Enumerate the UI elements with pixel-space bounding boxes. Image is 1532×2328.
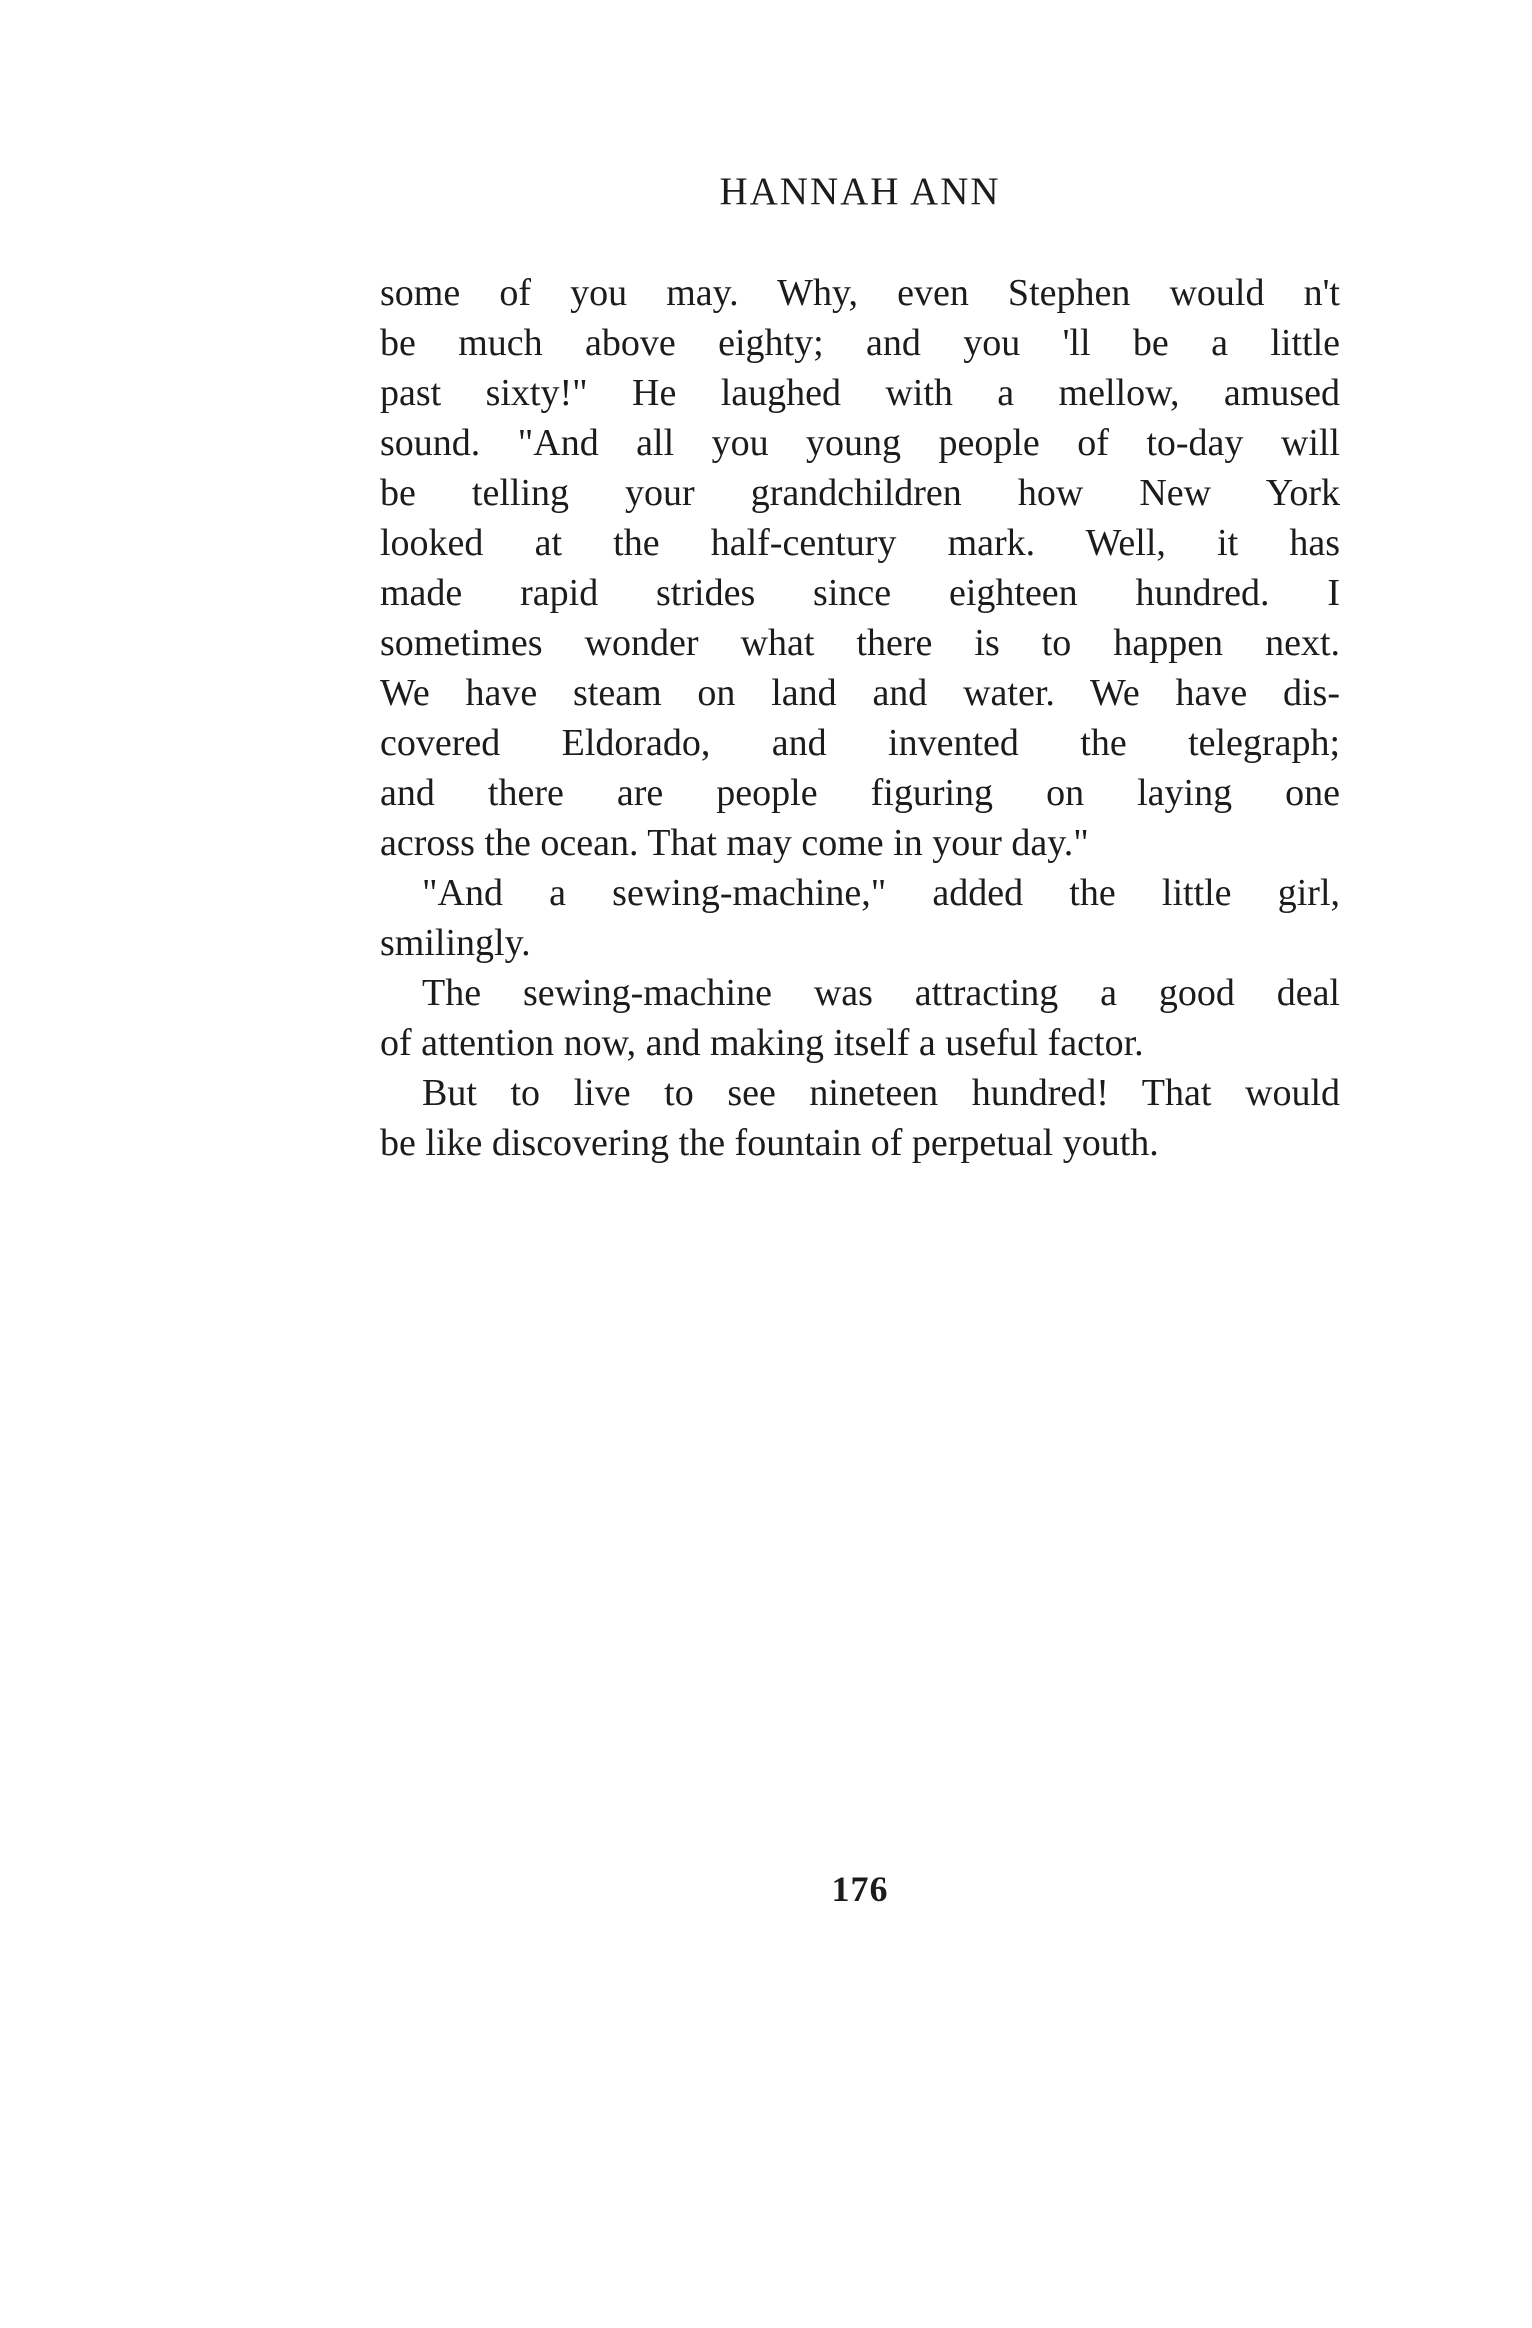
text-line: covered Eldorado, and invented the telegraph; <box>380 722 1340 764</box>
text-line: and there are people figuring on laying one <box>380 772 1340 814</box>
text-line: across the ocean. That may come in your day." <box>380 822 1089 864</box>
body-text <box>380 268 1340 1168</box>
text-line: sound. "And all you young people of to-day will <box>380 422 1340 464</box>
text-line: sometimes wonder what there is to happen next. <box>380 622 1340 664</box>
text-line: of attention now, and making itself a useful factor. <box>380 1022 1144 1064</box>
text-line: some of you may. Why, even Stephen would n't <box>380 272 1340 314</box>
text-line: smilingly. <box>380 922 531 964</box>
text-line: looked at the half-century mark. Well, it has <box>380 522 1340 564</box>
text-line: be telling your grandchildren how New York <box>380 472 1340 514</box>
running-title: HANNAH ANN <box>719 170 1001 213</box>
text-line: "And a sewing-machine," added the little girl, <box>422 872 1340 914</box>
text-line: But to live to see nineteen hundred! That would <box>422 1072 1340 1114</box>
text-line: made rapid strides since eighteen hundred. I <box>380 572 1340 614</box>
text-line: past sixty!" He laughed with a mellow, amused <box>380 372 1340 414</box>
text-line: The sewing-machine was attracting a good deal <box>422 972 1340 1014</box>
page-number: 176 <box>831 1869 889 1909</box>
text-line: We have steam on land and water. We have dis- <box>380 672 1340 714</box>
text-line: be much above eighty; and you 'll be a little <box>380 322 1340 364</box>
text-line: be like discovering the fountain of perpetual youth. <box>380 1122 1159 1164</box>
